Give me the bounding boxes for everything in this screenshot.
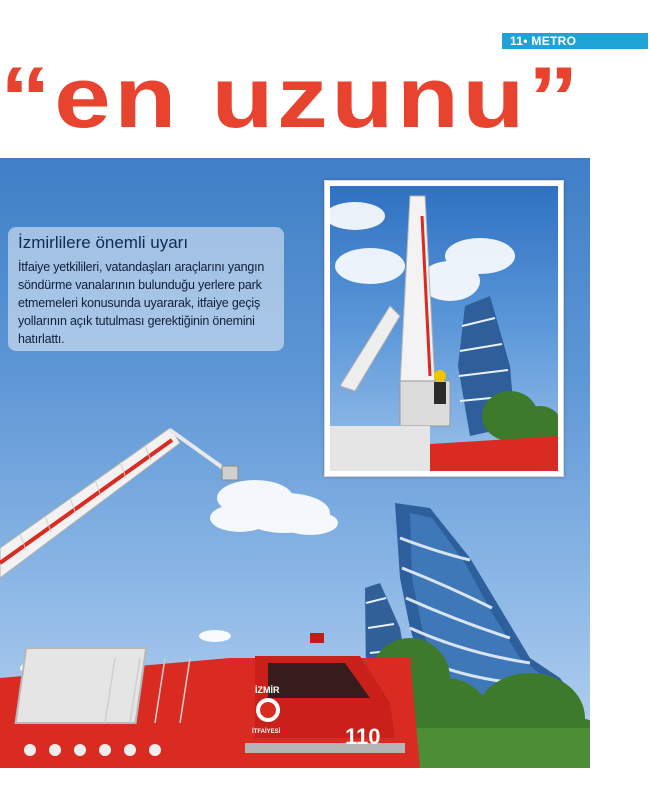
aerial-ladder bbox=[0, 428, 238, 578]
inset-scene bbox=[330, 186, 558, 471]
info-title: İzmirlilere önemli uyarı bbox=[18, 233, 189, 252]
truck-brand-text: İZMİR bbox=[255, 685, 280, 695]
inset-photo bbox=[330, 186, 558, 471]
inset-truck bbox=[430, 436, 558, 471]
inset-ladder bbox=[340, 196, 450, 426]
info-body: İtfaiye yetkilileri, vatandaşları araçlarını yangın söndürme vanalarının bulunduğu yerlere park etmemeleri konusunda uyararak, itfaiye geçiş yollarının açık tutulması gerektiğinin önemini hatırlattı. bbox=[18, 260, 265, 346]
headline: “en uzunu” bbox=[0, 50, 583, 146]
page-number-tag: 11• METRO bbox=[502, 33, 648, 49]
inset-photo-frame bbox=[324, 180, 564, 477]
truck-number-text: 110 bbox=[345, 724, 381, 749]
truck-dept-text: İTFAİYESİ bbox=[252, 729, 281, 735]
